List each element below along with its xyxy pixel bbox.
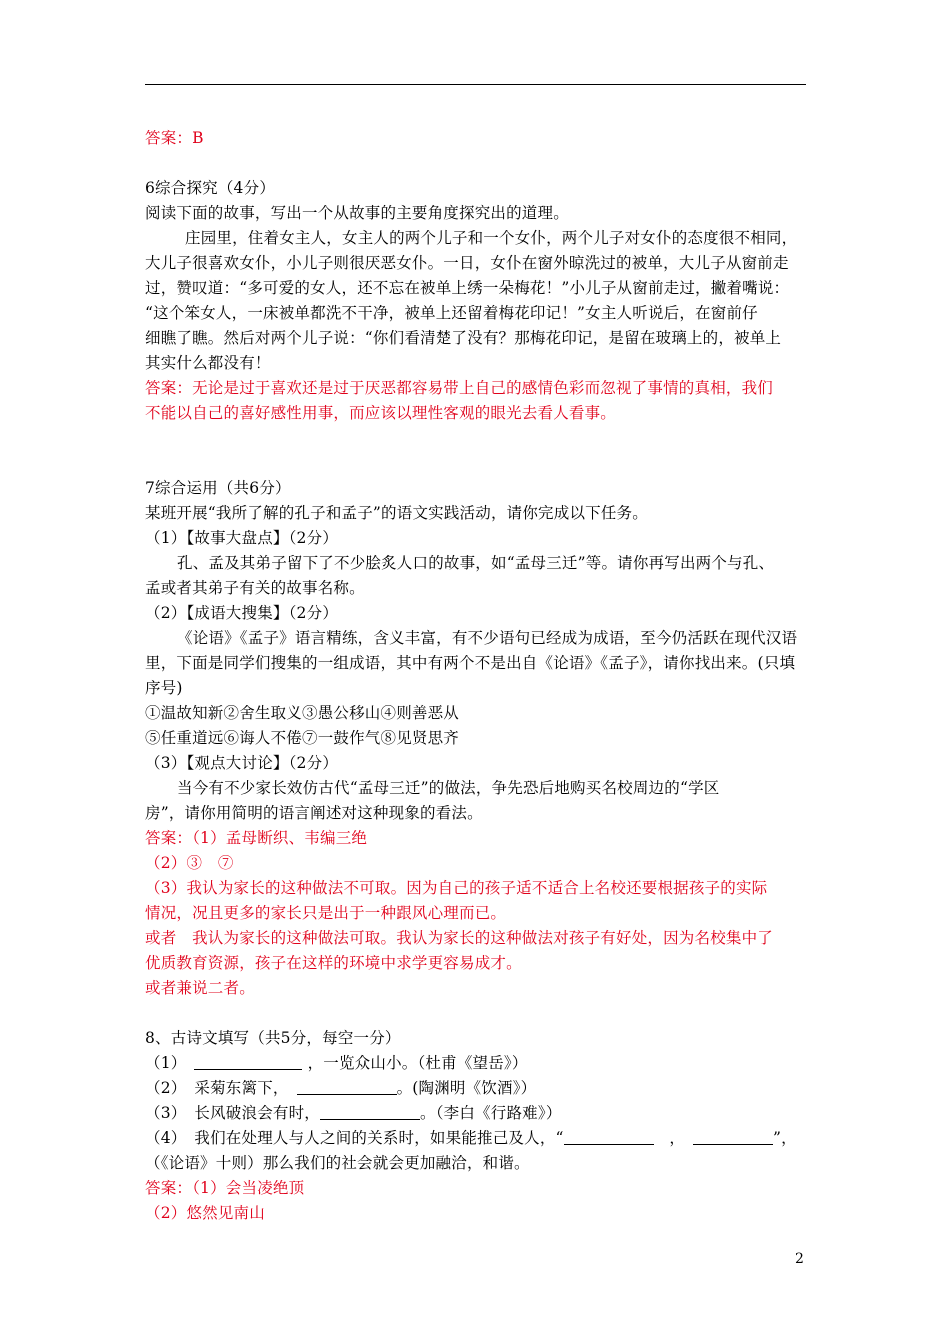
fill-blank[interactable] <box>564 1129 654 1145</box>
question-7-title: 7综合运用（共6分） <box>145 479 291 497</box>
task-body-line: 当今有不少家长效仿古代“孟母三迁”的做法，争先恐后地购买名校周边的“学区 <box>177 779 720 797</box>
fill-line-1 <box>145 1053 815 1073</box>
fill-suffix: 。（李白《行路难》） <box>420 1104 562 1122</box>
answer-line: 情况，况且更多的家长只是出于一种跟风心理而已。 <box>145 904 507 922</box>
question-7-intro: 某班开展“我所了解的孔子和孟子”的语文实践活动，请你完成以下任务。 <box>145 504 648 522</box>
idiom-list-line: ①温故知新②舍生取义③愚公移山④则善恶从 <box>145 704 460 722</box>
answer-line: 答案：B <box>145 129 204 147</box>
fill-suffix: 。(陶渊明《饮酒》） <box>396 1079 537 1097</box>
fill-separator: ， <box>653 1129 693 1147</box>
fill-suffix: ，一览众山小。（杜甫《望岳》） <box>307 1054 528 1072</box>
answer-line: 优质教育资源，孩子在这样的环境中求学更容易成才。 <box>145 954 522 972</box>
fill-prefix: （2） 采菊东篱下， <box>145 1079 297 1097</box>
fill-line-5: （《论语》十则）那么我们的社会就会更加融洽，和谐。 <box>145 1154 530 1172</box>
task-body-line: 《论语》《孟子》语言精练，含义丰富，有不少语句已经成为成语，至今仍活跃在现代汉语 <box>177 629 798 647</box>
fill-prefix: （3） 长风破浪会有时， <box>145 1104 321 1122</box>
fill-blank[interactable] <box>297 1079 397 1095</box>
answer-line: 不能以自己的喜好感性用事，而应该以理性客观的眼光去看人看事。 <box>145 404 617 422</box>
fill-line-4 <box>145 1128 815 1148</box>
question-6-title: 6综合探究（4分） <box>145 179 276 197</box>
answer-line: 答案：无论是过于喜欢还是过于厌恶都容易带上自己的感情色彩而忽视了事情的真相，我们 <box>145 379 774 397</box>
task-heading: （1）【故事大盘点】（2分） <box>145 529 339 547</box>
task-body-line: 里，下面是同学们搜集的一组成语，其中有两个不是出自《论语》《孟子》，请你找出来。(只填 <box>145 654 796 672</box>
story-line: 其实什么都没有！ <box>145 354 271 372</box>
fill-line-2 <box>145 1078 815 1098</box>
fill-blank[interactable] <box>194 1054 302 1070</box>
fill-prefix: （1） <box>145 1054 195 1072</box>
story-line: 过，赞叹道：“多可爱的女人，还不忘在被单上绣一朵梅花！”小儿子从窗前走过，撇着嘴说： <box>145 279 790 297</box>
task-body-line: 孟或者其弟子有关的故事名称。 <box>145 579 365 597</box>
task-body-line: 孔、孟及其弟子留下了不少脍炙人口的故事，如“孟母三迁”等。请你再写出两个与孔、 <box>177 554 775 572</box>
answer-line: 答案：（1）会当凌绝顶 <box>145 1179 305 1197</box>
answer-line: 或者 我认为家长的这种做法可取。我认为家长的这种做法对孩子有好处，因为名校集中了 <box>145 929 774 947</box>
question-8-title: 8、古诗文填写（共5分，每空一分） <box>145 1029 401 1047</box>
answer-line: （3）我认为家长的这种做法不可取。因为自己的孩子适不适合上名校还要根据孩子的实际 <box>145 879 768 897</box>
idiom-list-line: ⑤任重道远⑥诲人不倦⑦一鼓作气⑧见贤思齐 <box>145 729 460 747</box>
answer-line: （2）悠然见南山 <box>145 1204 265 1222</box>
fill-blank[interactable] <box>693 1129 773 1145</box>
story-line: 庄园里，住着女主人，女主人的两个儿子和一个女仆，两个儿子对女仆的态度很不相同， <box>185 229 798 247</box>
fill-blank[interactable] <box>320 1104 420 1120</box>
page-number: 2 <box>795 1251 804 1267</box>
story-line: “这个笨女人，一床被单都洗不干净，被单上还留着梅花印记！”女主人听说后，在窗前仔 <box>145 304 758 322</box>
answer-line: 或者兼说二者。 <box>145 979 255 997</box>
story-line: 大儿子很喜欢女仆，小儿子则很厌恶女仆。一日，女仆在窗外晾洗过的被单，大儿子从窗前走 <box>145 254 789 272</box>
fill-line-3 <box>145 1103 815 1123</box>
task-body-line: 序号) <box>145 679 183 697</box>
fill-prefix: （4） 我们在处理人与人之间的关系时，如果能推己及人，“ <box>145 1129 564 1147</box>
task-heading: （3）【观点大讨论】（2分） <box>145 754 339 772</box>
answer-line: 答案：（1）孟母断织、韦编三绝 <box>145 829 368 847</box>
fill-suffix: ”， <box>773 1129 797 1147</box>
task-heading: （2）【成语大搜集】（2分） <box>145 604 339 622</box>
task-body-line: 房”，请你用简明的语言阐述对这种现象的看法。 <box>145 804 483 822</box>
story-line: 细瞧了瞧。然后对两个儿子说：“你们看清楚了没有？那梅花印记，是留在玻璃上的，被单上 <box>145 329 782 347</box>
question-6-instruction: 阅读下面的故事，写出一个从故事的主要角度探究出的道理。 <box>145 204 569 222</box>
header-rule <box>145 84 806 85</box>
answer-line: （2）③ ⑦ <box>145 854 234 872</box>
